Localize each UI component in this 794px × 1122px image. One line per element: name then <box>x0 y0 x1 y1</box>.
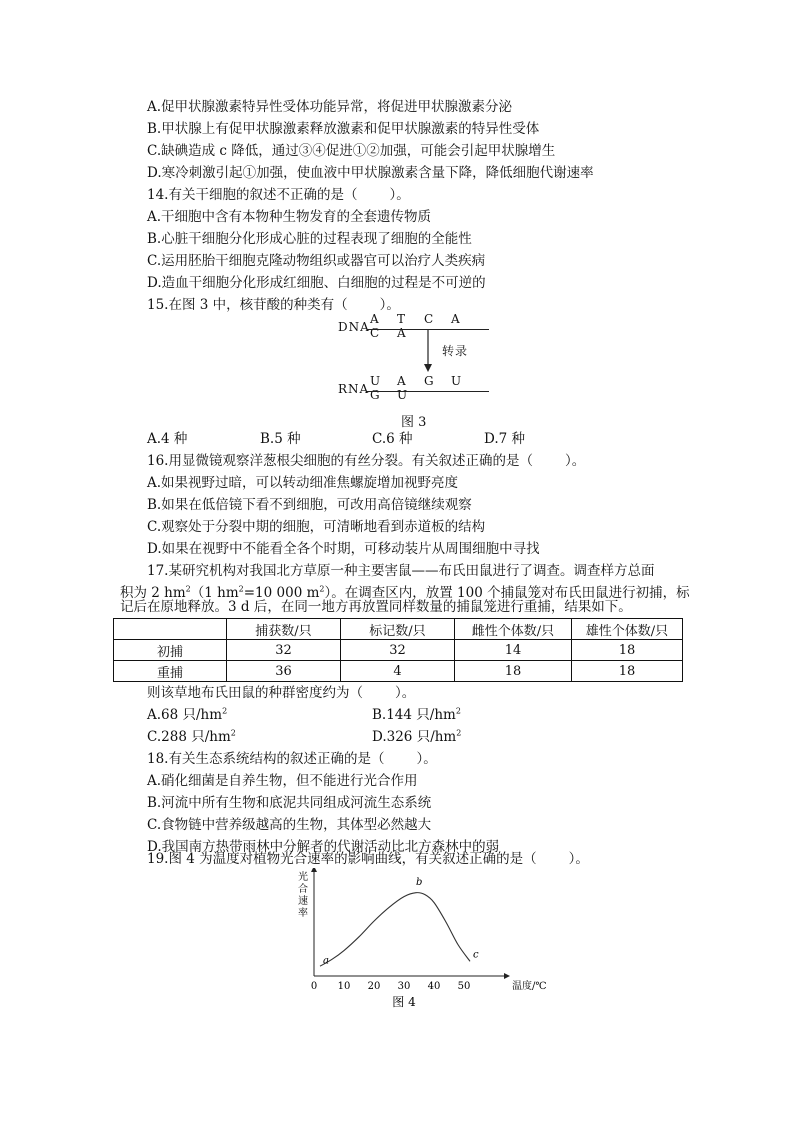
q15-option-c: C.6 种 <box>372 431 413 447</box>
x-axis-arrow-icon <box>504 973 510 979</box>
q18-option-d: D.我国南方热带雨林中分解者的代谢活动比北方森林中的弱 <box>147 839 500 855</box>
q16-option-a: A.如果视野过暗，可以转动细准焦螺旋增加视野亮度 <box>147 475 459 491</box>
table-cell: 18 <box>572 661 683 682</box>
curve-point-label: b <box>416 876 423 888</box>
q17-line1: 17.某研究机构对我国北方草原一种主要害鼠——布氏田鼠进行了调查。调查样方总面 <box>147 563 655 579</box>
q13-option-b: B.甲状腺上有促甲状腺激素释放激素和促甲状腺激素的特异性受体 <box>147 121 540 137</box>
dna-sequence: A T C AC A <box>370 312 460 340</box>
figure-4-chart <box>296 868 546 1008</box>
q14-option-a: A.干细胞中含有本物种生物发育的全套遗传物质 <box>147 209 432 225</box>
q13-option-a: A.促甲状腺激素特异性受体功能异常，将促进甲状腺激素分泌 <box>147 99 513 115</box>
q17-option-a: A.68 只$/hm^2$ <box>147 706 228 723</box>
curve-point-label: c <box>473 949 479 961</box>
rna-label: RNA <box>338 382 370 396</box>
q14-option-c: C.运用胚胎干细胞克隆动物组织或器官可以治疗人类疾病 <box>147 253 486 269</box>
q17-option-b: B.144 只$/hm^2$ <box>372 706 461 723</box>
q18-stem: 18.有关生态系统结构的叙述正确的是（ ）。 <box>147 751 437 767</box>
transcription-arrow-icon <box>422 330 434 372</box>
table-header-cell <box>114 619 227 640</box>
q15-option-d: D.7 种 <box>484 431 526 447</box>
q17-option-c: C.288 只$/hm^2$ <box>147 728 236 745</box>
table-row <box>114 640 683 661</box>
transcription-label: 转录 <box>442 344 469 358</box>
q17-line2: 积为 2 $hm^2(1$ $hm^2=10$ 000 $m^2$）。在调查区内，放置 100 个捕鼠笼对布氏田鼠进行初捕，标 <box>120 584 690 601</box>
q14-option-d: D.造血干细胞分化形成红细胞、白细胞的过程是不可逆的 <box>147 275 486 291</box>
dna-label: DNA <box>338 320 370 334</box>
q17-option-d: D.326 只$/hm^2$ <box>372 728 462 745</box>
table-cell: 重捕 <box>114 661 227 682</box>
table-header-row <box>114 619 683 640</box>
y-axis-label-char: 合 <box>298 884 308 895</box>
photosynthesis-temperature-chart <box>296 868 546 1008</box>
q15-stem: 15.在图 3 中，核苷酸的种类有（ ）。 <box>147 297 400 313</box>
x-tick-label: 20 <box>367 981 381 992</box>
figure-3-caption: 图 3 <box>401 415 427 430</box>
y-axis-label-char: 速 <box>298 896 308 907</box>
q13-option-c: C.缺碘造成 c 降低，通过③④促进①②加强，可能会引起甲状腺增生 <box>147 143 556 159</box>
table-cell: 14 <box>455 640 572 661</box>
figure-4-caption: 图 4 <box>392 995 416 1008</box>
q18-option-a: A.硝化细菌是自养生物，但不能进行光合作用 <box>147 773 418 789</box>
table-cell: 32 <box>341 640 455 661</box>
q13-option-d: D.寒冷刺激引起①加强，使血液中甲状腺激素含量下降，降低细胞代谢速率 <box>147 165 594 181</box>
q15-option-b: B.5 种 <box>260 431 301 447</box>
x-tick-label: 30 <box>397 981 411 992</box>
q16-option-d: D.如果在视野中不能看全各个时期，可移动装片从周围细胞中寻找 <box>147 541 540 557</box>
x-axis-label: 温度/℃ <box>512 981 546 992</box>
rna-strand-line <box>367 391 489 392</box>
q19-stem: 19.图 4 为温度对植物光合速率的影响曲线，有关叙述正确的是（ ）。 <box>147 851 589 867</box>
table-cell: 18 <box>572 640 683 661</box>
table-header-cell: 雄性个体数/只 <box>572 619 683 640</box>
q16-option-c: C.观察处于分裂中期的细胞，可清晰地看到赤道板的结构 <box>147 519 486 535</box>
x-tick-label: 40 <box>427 981 441 992</box>
q15-option-a: A.4 种 <box>147 431 188 447</box>
y-axis-label-char: 光 <box>298 872 308 883</box>
table-header-cell: 雌性个体数/只 <box>455 619 572 640</box>
x-tick-label: 0 <box>310 981 318 992</box>
q16-stem: 16.用显微镜观察洋葱根尖细胞的有丝分裂。有关叙述正确的是（ ）。 <box>147 453 586 469</box>
table-cell: 32 <box>227 640 341 661</box>
table-cell: 4 <box>341 661 455 682</box>
q14-option-b: B.心脏干细胞分化形成心脏的过程表现了细胞的全能性 <box>147 231 472 247</box>
q16-option-b: B.如果在低倍镜下看不到细胞，可改用高倍镜继续观察 <box>147 497 472 513</box>
figure-3-transcription <box>330 312 500 402</box>
curve-point-label: a <box>323 955 329 967</box>
capture-data-table <box>113 618 683 682</box>
y-axis-arrow-icon <box>311 868 317 872</box>
table-cell: 18 <box>455 661 572 682</box>
q17-line3: 记后在原地释放。3 d 后，在同一地方再放置同样数量的捕鼠笼进行重捕，结果如下。 <box>120 599 632 615</box>
table-row <box>114 661 683 682</box>
q14-stem: 14.有关干细胞的叙述不正确的是（ ）。 <box>147 187 410 203</box>
q17-after-table: 则该草地布氏田鼠的种群密度约为（ ）。 <box>147 685 416 701</box>
x-tick-label: 50 <box>457 981 471 992</box>
q18-option-b: B.河流中所有生物和底泥共同组成河流生态系统 <box>147 795 432 811</box>
table-header-cell: 捕获数/只 <box>227 619 341 640</box>
table-cell: 初捕 <box>114 640 227 661</box>
rna-sequence: U A G UG U <box>370 374 462 402</box>
y-axis-label-char: 率 <box>298 908 308 919</box>
table-cell: 36 <box>227 661 341 682</box>
table-header-cell: 标记数/只 <box>341 619 455 640</box>
series-line <box>320 893 470 967</box>
x-tick-label: 10 <box>337 981 351 992</box>
q18-option-c: C.食物链中营养级越高的生物，其体型必然越大 <box>147 817 432 833</box>
